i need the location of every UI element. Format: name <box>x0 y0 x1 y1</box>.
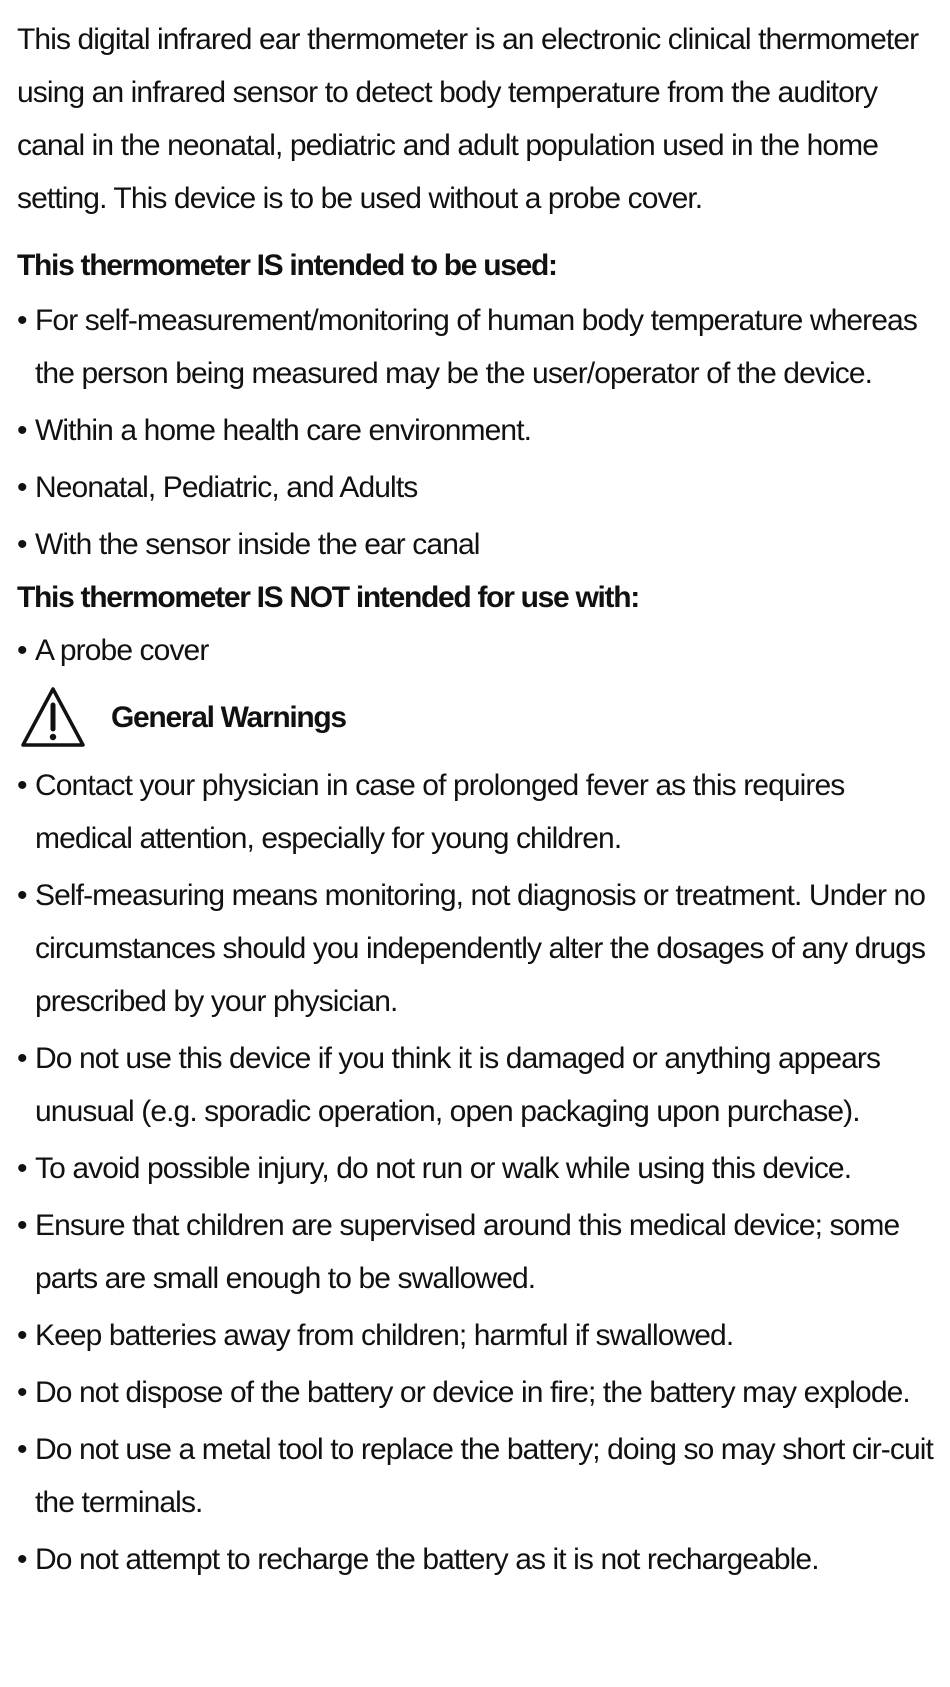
bullet: • <box>17 528 27 561</box>
list-item-text: With the sensor inside the ear canal <box>35 528 480 561</box>
bullet: • <box>17 1209 27 1242</box>
bullet: • <box>17 1543 27 1576</box>
not-intended-list <box>17 624 942 677</box>
list-item-text: Self-measuring means monitoring, not diagnosis or treatment. Under no circumstances should you independently alter the dosages of any drugs prescribed by your physician. <box>35 879 926 1018</box>
warning-triangle-icon <box>19 685 87 749</box>
list-item-text: Ensure that children are supervised around this medical device; some parts are small enough to be swallowed. <box>35 1209 900 1295</box>
list-item <box>17 1309 942 1362</box>
list-item <box>17 294 942 400</box>
list-item-text: Contact your physician in case of prolonged fever as this requires medical attention, especially for young children. <box>35 769 845 855</box>
intended-list <box>17 294 942 571</box>
list-item <box>17 1199 942 1305</box>
warnings-title: General Warnings <box>111 700 346 734</box>
list-item <box>17 624 942 677</box>
list-item <box>17 1423 942 1529</box>
list-item-text: Do not attempt to recharge the battery as it is not rechargeable. <box>35 1543 819 1576</box>
list-item-text: Do not use this device if you think it is damaged or anything appears unusual (e.g. sporadic operation, open packaging upon purchase). <box>35 1042 881 1128</box>
intended-heading: This thermometer IS intended to be used: <box>17 249 557 282</box>
list-item <box>17 518 942 571</box>
list-item-text: For self-measurement/monitoring of human body temperature whereas the person being measured may be the user/operator of the device. <box>35 304 917 390</box>
list-item-text: Do not dispose of the battery or device in fire; the battery may explode. <box>35 1376 910 1409</box>
list-item-text: Within a home health care environment. <box>35 414 532 447</box>
bullet: • <box>17 1433 27 1466</box>
bullet: • <box>17 1042 27 1075</box>
bullet: • <box>17 1152 27 1185</box>
list-item-text: Neonatal, Pediatric, and Adults <box>35 471 418 504</box>
list-item-text: A probe cover <box>35 634 209 667</box>
bullet: • <box>17 879 27 912</box>
bullet: • <box>17 471 27 504</box>
list-item <box>17 461 942 514</box>
bullet: • <box>17 414 27 447</box>
list-item <box>17 1142 942 1195</box>
list-item <box>17 1533 942 1586</box>
list-item <box>17 1366 942 1419</box>
bullet: • <box>17 1319 27 1352</box>
warnings-list <box>17 759 942 1586</box>
list-item-text: Keep batteries away from children; harmful if swallowed. <box>35 1319 734 1352</box>
warnings-header <box>17 683 942 751</box>
bullet: • <box>17 769 27 802</box>
bullet: • <box>17 1376 27 1409</box>
intro-paragraph: This digital infrared ear thermometer is an electronic clinical thermometer using an infrared sensor to detect body temperature from the auditory canal in the neonatal, pediatric and adult population used in the home setting. This device is to be used without a probe cover. <box>17 23 919 215</box>
list-item <box>17 404 942 457</box>
list-item-text: To avoid possible injury, do not run or walk while using this device. <box>35 1152 852 1185</box>
list-item <box>17 1032 942 1138</box>
bullet: • <box>17 304 27 337</box>
list-item <box>17 869 942 1028</box>
list-item <box>17 759 942 865</box>
bullet: • <box>17 634 27 667</box>
list-item-text: Do not use a metal tool to replace the battery; doing so may short cir-cuit the terminals. <box>35 1433 933 1519</box>
not-intended-heading: This thermometer IS NOT intended for use with: <box>17 581 639 614</box>
